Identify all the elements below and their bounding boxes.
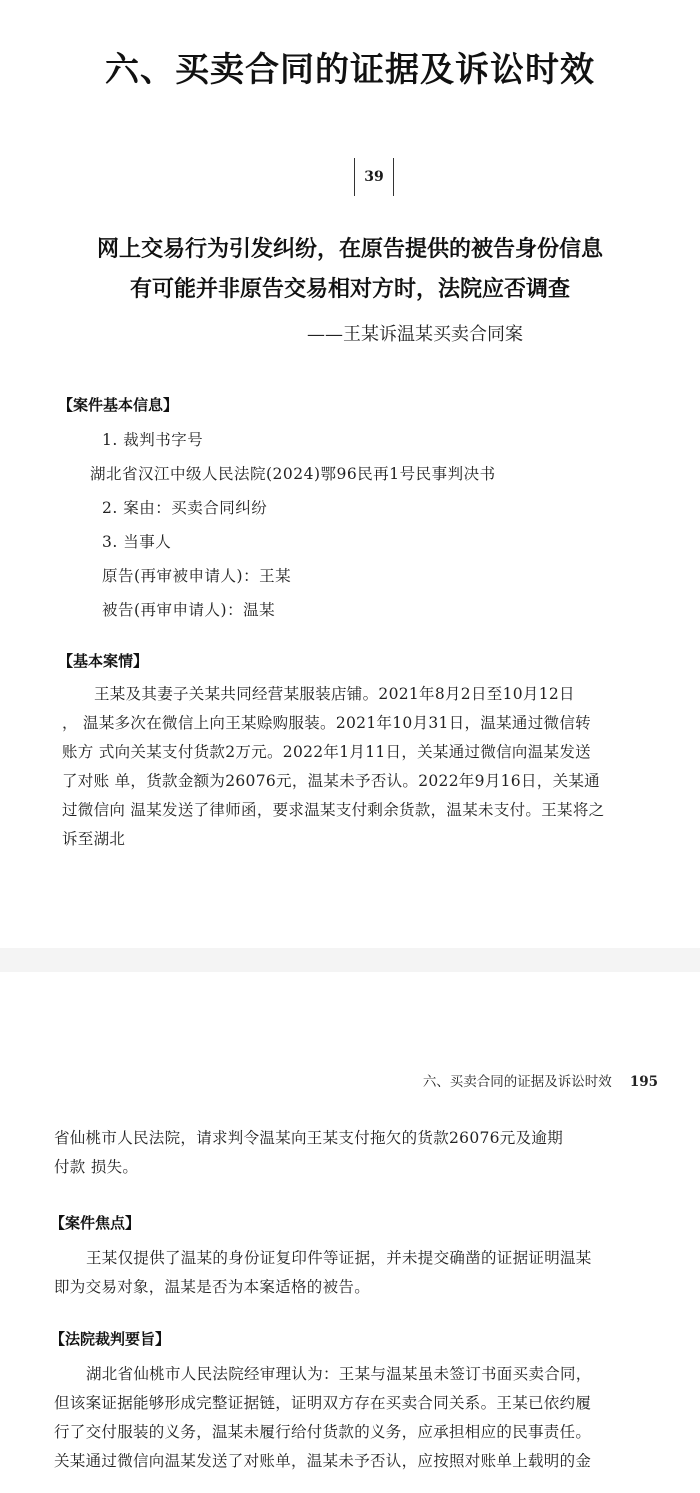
case-title-line-1: 网上交易行为引发纠纷，在原告提供的被告身份信息 — [96, 237, 603, 262]
info-line: 1. 裁判书字号 — [102, 431, 204, 449]
text-line: 行了交付服装的义务，温某未履行给付货款的义务，应承担相应的民事责任。 — [54, 1423, 592, 1441]
continued-paragraph — [54, 1124, 654, 1182]
page-number: 195 — [629, 1074, 658, 1090]
case-title-line-2: 有可能并非原告交易相对方时，法院应否调查 — [129, 277, 570, 302]
case-subtitle: ——王某诉温某买卖合同案 — [307, 324, 523, 345]
section-heading-focus: 【案件焦点】 — [50, 1214, 141, 1232]
info-line: 被告(再审申请人)：温某 — [102, 601, 276, 619]
text-line: 诉至湖北 — [62, 830, 126, 848]
text-line: 王某及其妻子关某共同经营某服装店铺。2021年8月2日至10月12日 — [94, 685, 575, 703]
text-line: 即为交易对象，温某是否为本案适格的被告。 — [54, 1278, 371, 1296]
page-separator — [0, 948, 700, 972]
text-line: ， 温某多次在微信上向王某赊购服装。2021年10月31日，温某通过微信转 — [62, 714, 591, 732]
text-line: 了对账 单，货款金额为26076元，温某未予否认。2022年9月16日，关某通 — [62, 772, 600, 790]
text-line: 过微信向 温某发送了律师函，要求温某支付剩余货款，温某未支付。王某将之 — [62, 801, 605, 819]
facts-paragraph — [62, 680, 662, 854]
chapter-title: 六、买卖合同的证据及诉讼时效 — [105, 50, 595, 90]
text-line: 省仙桃市人民法院，请求判令温某向王某支付拖欠的货款26076元及逾期 — [54, 1129, 564, 1147]
section-heading-basic-info: 【案件基本信息】 — [58, 396, 179, 414]
text-line: 王某仅提供了温某的身份证复印件等证据，并未提交确凿的证据证明温某 — [86, 1249, 592, 1267]
text-line: 关某通过微信向温某发送了对账单，温某未予否认，应按照对账单上载明的金 — [54, 1452, 592, 1470]
page-2 — [0, 972, 700, 1493]
focus-paragraph — [54, 1244, 654, 1302]
text-line: 但该案证据能够形成完整证据链，证明双方存在买卖合同关系。王某已依约履 — [54, 1394, 592, 1412]
section-heading-ruling: 【法院裁判要旨】 — [50, 1330, 171, 1348]
section-heading-facts: 【基本案情】 — [58, 652, 149, 670]
text-line: 付款 损失。 — [54, 1158, 139, 1176]
info-line: 3. 当事人 — [102, 533, 172, 551]
info-line: 湖北省汉江中级人民法院(2024)鄂96民再1号民事判决书 — [90, 465, 496, 483]
running-header — [423, 1070, 658, 1090]
info-line: 2. 案由：买卖合同纠纷 — [102, 499, 268, 517]
text-line: 湖北省仙桃市人民法院经审理认为：王某与温某虽未签订书面买卖合同， — [86, 1365, 592, 1383]
text-line: 账方 式向关某支付货款2万元。2022年1月11日，关某通过微信向温某发送 — [62, 743, 591, 761]
info-line: 原告(再审被申请人)：王某 — [102, 567, 292, 585]
running-header-title: 六、买卖合同的证据及诉讼时效 — [422, 1074, 612, 1090]
ruling-paragraph — [54, 1360, 654, 1476]
case-number: 39 — [354, 158, 394, 196]
